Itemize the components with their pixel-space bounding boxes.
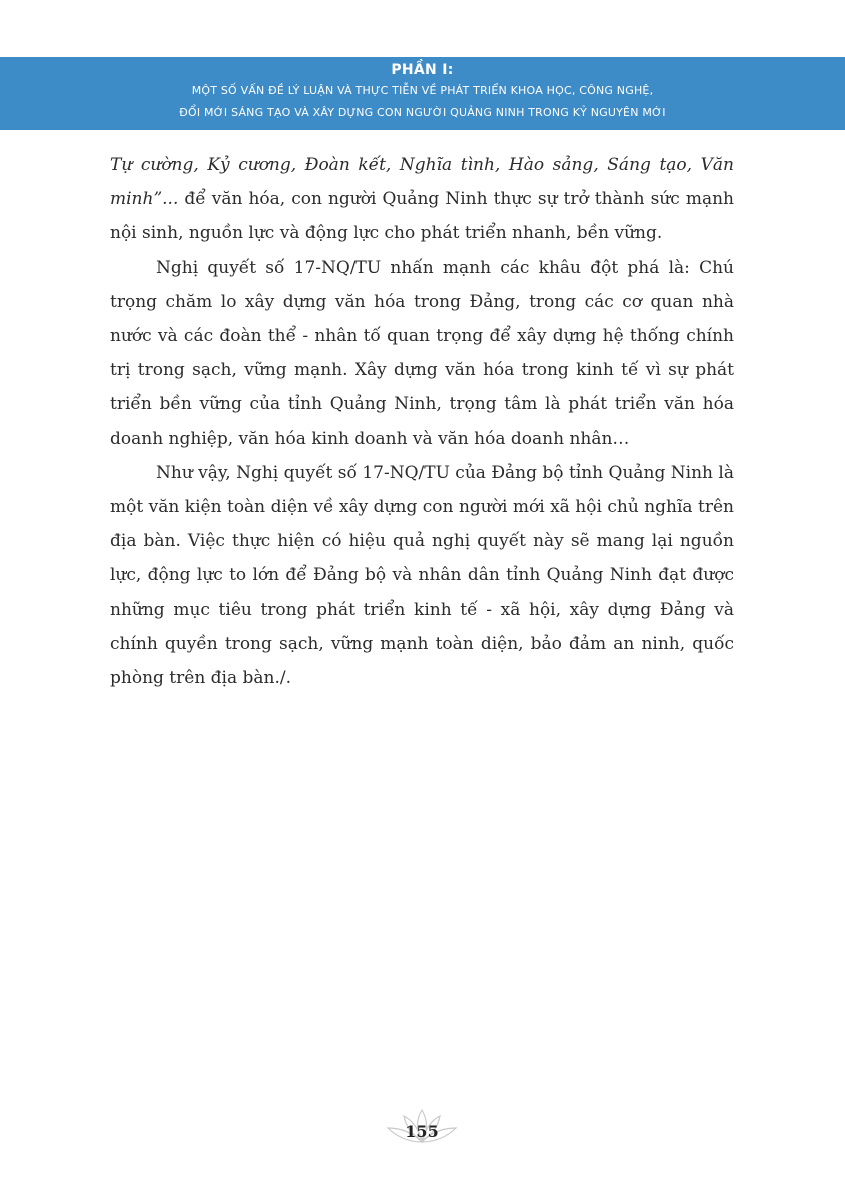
paragraph-1 — [110, 148, 734, 251]
section-subtitle-line-1: MỘT SỐ VẤN ĐỀ LÝ LUẬN VÀ THỰC TIỄN VỀ PHÁT TRIỂN KHOA HỌC, CÔNG NGHỆ, — [191, 84, 654, 97]
part-title: PHẦN I: — [391, 62, 454, 78]
paragraph-1-text: để văn hóa, con người Quảng Ninh thực sự trở thành sức mạnh nội sinh, nguồn lực và động lực cho phát triển nhanh, bền vững. — [110, 189, 734, 244]
section-header-band — [0, 57, 845, 130]
paragraph-2: Nghị quyết số 17-NQ/TU nhấn mạnh các khâu đột phá là: Chú trọng chăm lo xây dựng văn hóa trong Đảng, trong các cơ quan nhà nước và các đoàn thể - nhân tố quan trọng để xây dựng hệ thống chính trị trong sạch, vững mạnh. Xây dựng văn hóa trong kinh tế vì sự phát triển bền vững của tỉnh Quảng Ninh, trọng tâm là phát triển văn hóa doanh nghiệp, văn hóa kinh doanh và văn hóa doanh nhân… — [110, 257, 734, 449]
body-text — [110, 148, 734, 695]
section-subtitle-line-2: ĐỔI MỚI SÁNG TẠO VÀ XÂY DỰNG CON NGƯỜI QUẢNG NINH TRONG KỶ NGUYÊN MỚI — [179, 106, 666, 119]
page-number: 155 — [405, 1122, 439, 1141]
paragraph-3: Như vậy, Nghị quyết số 17-NQ/TU của Đảng bộ tỉnh Quảng Ninh là một văn kiện toàn diện về xây dựng con người mới xã hội chủ nghĩa trên địa bàn. Việc thực hiện có hiệu quả nghị quyết này sẽ mang lại nguồn lực, động lực to lớn để Đảng bộ và nhân dân tỉnh Quảng Ninh đạt được những mục tiêu trong phát triển kinh tế - xã hội, xây dựng Đảng và chính quyền trong sạch, vững mạnh toàn diện, bảo đảm an ninh, quốc phòng trên địa bàn./. — [110, 462, 734, 689]
paragraph-1-italic: Tự cường, Kỷ cương, Đoàn kết, Nghĩa tình, Hào sảng, Sáng tạo, Văn minh”... — [110, 155, 734, 210]
